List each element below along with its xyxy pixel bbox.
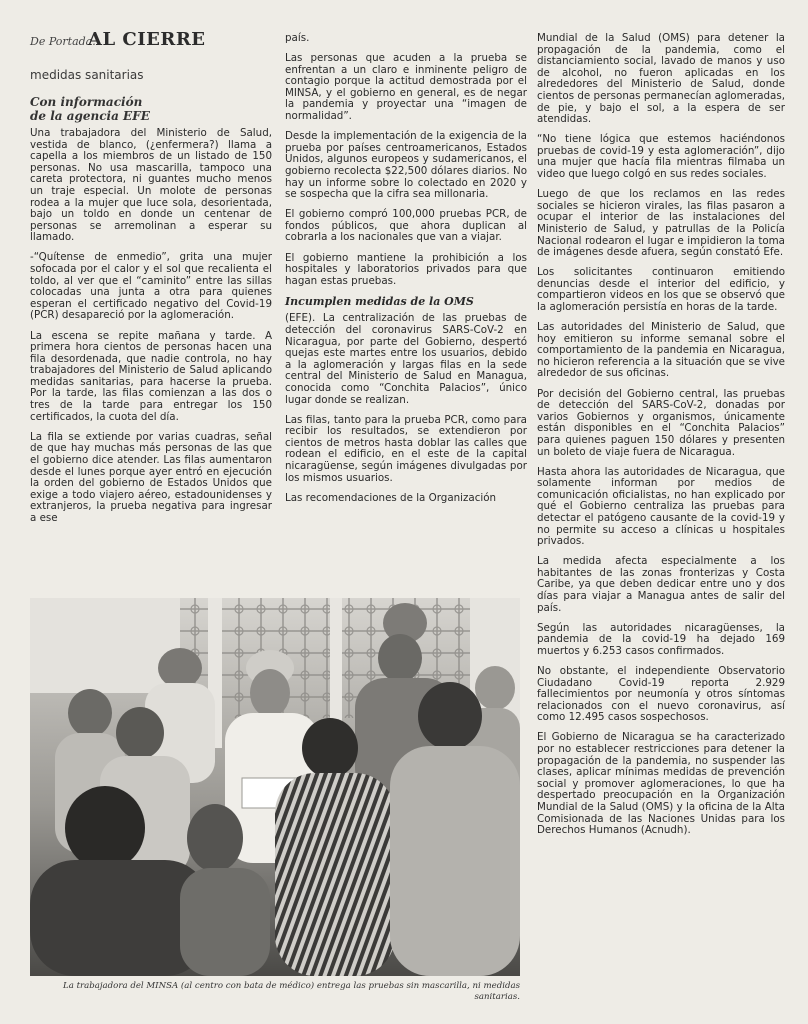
paragraph: Luego de que los reclamos en las redes sociales se hicieron virales, las filas pasaron a ocupar el interior de las instalaciones del Ministerio de Salud, y patrullas de la Policía Nacional rodearon el lugar e impidieron la toma de imágenes desde afuera, según constató Efe. [537, 188, 785, 259]
article-column-2 [285, 33, 527, 513]
byline-line-1: Con información [30, 95, 143, 109]
paragraph: Hasta ahora las autoridades de Nicaragua, que solamente informan por medios de comunicación oficialistas, no han explicado por qué el Gobierno centraliza las pruebas para detectar el patógeno causante de la covid-19 y no permite su acceso a clínicas u hospitales privados. [537, 465, 785, 548]
paragraph: Desde la implementación de la exigencia de la prueba por países centroamericanos, Estados Unidos, algunos europeos y sudamericanos, el gobierno recolecta $22,500 dólares diarios. No hay un informe sobre lo colectado en 2020 y se sospecha que la cifra sea millonaria. [285, 130, 527, 201]
paragraph: -“Quítense de enmedio”, grita una mujer sofocada por el calor y el sol que recalienta el toldo, al ver que el “caminito” entre las sillas colocadas una junta a otra para quienes esperan el certificado negativo del Covid-19 (PCR) desapareció por la aglomeración. [30, 251, 272, 322]
news-photo [30, 598, 520, 976]
section-title: AL CIERRE [88, 29, 206, 50]
paragraph: Según las autoridades nicaragüenses, la pandemia de la covid-19 ha dejado 169 muertos y 6.253 casos confirmados. [537, 621, 785, 657]
paragraph: Las filas, tanto para la prueba PCR, como para recibir los resultados, se extendieron por cientos de metros hasta doblar las calles que rodean el edificio, en el este de la capital nicaragüense, según imágenes divulgadas por los mismos usuarios. [285, 413, 527, 484]
byline [30, 95, 150, 123]
paragraph: Las personas que acuden a la prueba se enfrentan a un claro e inminente peligro de contagio porque la actitud demostrada por el MINSA, y el gobierno en general, es de negar la pandemia y proyectar una “imagen de normalidad”. [285, 52, 527, 123]
subheading: Incumplen medidas de la OMS [285, 294, 474, 308]
paragraph: Por decisión del Gobierno central, las pruebas de detección del SARS-CoV-2, donadas por varios Gobiernos y organismos, únicamente están disponibles en el “Conchita Palacios” para quienes paguen 150 dólares y presenten un boleto de viaje fuera de Nicaragua. [537, 387, 785, 458]
paragraph: Una trabajadora del Ministerio de Salud, vestida de blanco, (¿enfermera?) llama a capella a los miembros de un listado de 150 personas. No usa mascarilla, tampoco una careta protectora, ni guantes mucho menos un traje especial. Un molote de personas rodea a la mujer que luce sola, desorientada, bajo un toldo en donde un centenar de personas se arremolinan a esperar su llamado. [30, 127, 272, 244]
photo-caption: La trabajadora del MINSA (al centro con bata de médico) entrega las pruebas sin mascarilla, ni medidas sanitarias. [63, 981, 520, 1002]
paragraph: (EFE). La centralización de las pruebas de detección del coronavirus SARS-CoV-2 en Nicaragua, por parte del Gobierno, despertó quejas este martes entre los usuarios, debido a la aglomeración y largas filas en la sede central del Ministerio de Salud en Managua, conocida como “Conchita Palacios”, único lugar donde se realizan. [285, 312, 527, 406]
paragraph: No obstante, el independiente Observatorio Ciudadano Covid-19 reporta 2.929 fallecimientos por neumonía y otros síntomas relacionados con el nuevo coronavirus, así como 12.495 casos sospechosos. [537, 665, 785, 724]
article-column-3 [537, 33, 785, 845]
section-prefix: De Portada. [30, 35, 96, 48]
kicker: medidas sanitarias [30, 68, 144, 82]
paragraph: país. [285, 32, 310, 44]
paragraph: Mundial de la Salud (OMS) para detener la propagación de la pandemia, como el distanciamiento social, lavado de manos y uso de alcohol, no fueron aplicadas en los alrededores del Ministerio de Salud, donde cientos de personas permanecían aglomeradas, de pie, y bajo el sol, a la espera de ser atendidas. [537, 32, 785, 126]
paragraph: Los solicitantes continuaron emitiendo denuncias desde el interior del edificio, y compartieron videos en los que se observó que la aglomeración persistía en horas de la tarde. [537, 266, 785, 313]
paragraph: La fila se extiende por varias cuadras, señal de que hay muchas más personas de las que el gobierno dice atender. Las filas aumentaron desde el lunes porque ayer entró en ejecución la orden del gobierno de Estados Unidos que exige a todo viajero aéreo, estadounidenses y extranjeros, la prueba negativa para ingresar a ese [30, 430, 272, 524]
article-column-1 [30, 128, 272, 533]
paragraph: El gobierno compró 100,000 pruebas PCR, de fondos públicos, que ahora duplican al cobrarla a los nacionales que van a viajar. [285, 208, 527, 244]
paragraph: El Gobierno de Nicaragua se ha caracterizado por no establecer restricciones para detener la propagación de la pandemia, no suspender las clases, aplicar mínimas medidas de prevención social y promover aglomeraciones, lo que ha despertado preocupación en la Organización Mundial de la Salud (OMS) y la oficina de la Alta Comisionada de las Naciones Unidas para los Derechos Humanos (Acnudh). [537, 731, 785, 837]
paragraph: La escena se repite mañana y tarde. A primera hora cientos de personas hacen una fila desordenada, que nadie controla, no hay trabajadores del Ministerio de Salud aplicando medidas sanitarias, para hacerse la prueba. Por la tarde, las filas comienzan a las dos o tres de la tarde para entregar los 150 certificados, la cuota del día. [30, 329, 272, 423]
crowd-photo-illustration [30, 598, 520, 976]
paragraph: “No tiene lógica que estemos haciéndonos pruebas de covid-19 y esta aglomeración”, dijo una mujer que hacía fila mientras filmaba un video que luego colgó en sus redes sociales. [537, 133, 785, 181]
paragraph: Las autoridades del Ministerio de Salud, que hoy emitieron su informe semanal sobre el comportamiento de la pandemia en Nicaragua, no hicieron referencia a la situación que se vive alrededor de sus oficinas. [537, 321, 785, 380]
paragraph: Las recomendaciones de la Organización [285, 491, 497, 504]
paragraph: El gobierno mantiene la prohibición a los hospitales y laboratorios privados para que hagan estas pruebas. [285, 251, 527, 287]
paragraph: La medida afecta especialmente a los habitantes de las zonas fronterizas y Costa Caribe, ya que deben dedicar entre uno y dos días para viajar a Managua antes de salir del país. [537, 555, 785, 614]
byline-line-2: de la agencia EFE [30, 109, 150, 123]
